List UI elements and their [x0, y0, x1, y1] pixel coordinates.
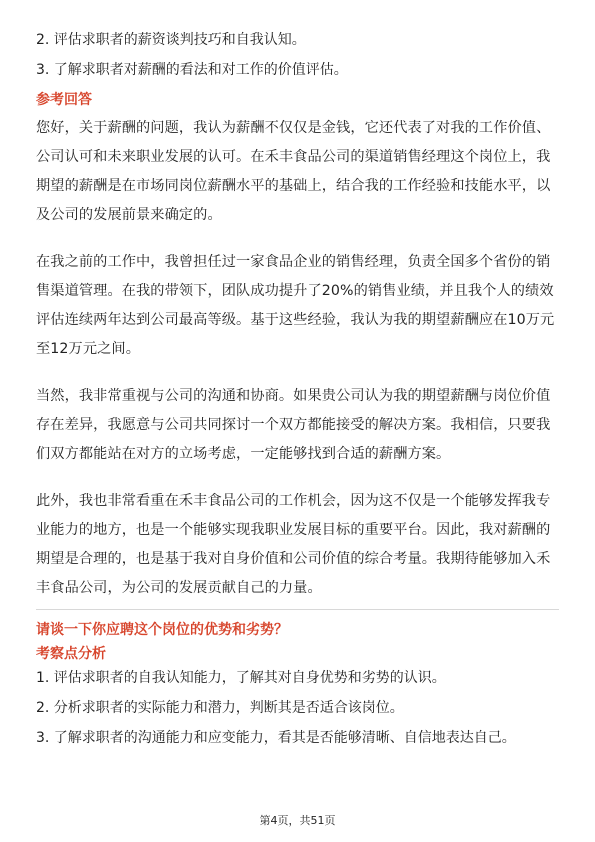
- list-item: 2. 评估求职者的薪资谈判技巧和自我认知。: [36, 32, 306, 48]
- paragraph-line: 公司认可和未来职业发展的认可。在禾丰食品公司的渠道销售经理这个岗位上，我: [36, 149, 551, 165]
- list-item: 3. 了解求职者的沟通能力和应变能力，看其是否能够清晰、自信地表达自己。: [36, 730, 516, 746]
- paragraph-line: 评估连续两年达到公司最高等级。基于这些经验，我认为我的期望薪酬应在10万元: [36, 312, 555, 328]
- paragraph-line: 期望是合理的，也是基于我对自身价值和公司价值的综合考量。我期待能够加入禾: [36, 551, 551, 567]
- paragraph-line: 此外，我也非常看重在禾丰食品公司的工作机会，因为这不仅是一个能够发挥我专: [36, 493, 551, 509]
- section-divider: [36, 609, 559, 610]
- paragraph-line: 业能力的地方，也是一个能够实现我职业发展目标的重要平台。因此，我对薪酬的: [36, 522, 551, 538]
- paragraph-line: 及公司的发展前景来确定的。: [36, 207, 222, 223]
- answer-paragraph-4: [36, 487, 559, 603]
- paragraph-line: 丰食品公司，为公司的发展贡献自己的力量。: [36, 580, 322, 596]
- paragraph-line: 至12万元之间。: [36, 341, 140, 357]
- paragraph-line: 在我之前的工作中，我曾担任过一家食品企业的销售经理，负责全国多个省份的销: [36, 254, 551, 270]
- page-footer: 第4页，共51页: [259, 814, 336, 827]
- paragraph-line: 存在差异，我愿意与公司共同探讨一个双方都能接受的解决方案。我相信，只要我: [36, 417, 551, 433]
- list-item: 2. 分析求职者的实际能力和潜力，判断其是否适合该岗位。: [36, 700, 404, 716]
- answer-paragraph-1: [36, 114, 559, 230]
- analysis-label: 考察点分析: [36, 646, 106, 662]
- question-heading: 请谈一下你应聘这个岗位的优势和劣势？: [36, 622, 288, 638]
- list-item: 1. 评估求职者的自我认知能力，了解其对自身优势和劣势的认识。: [36, 670, 446, 686]
- paragraph-line: 售渠道管理。在我的带领下，团队成功提升了20%的销售业绩，并且我个人的绩效: [36, 283, 554, 299]
- paragraph-line: 们双方都能站在对方的立场考虑，一定能够找到合适的薪酬方案。: [36, 446, 451, 462]
- paragraph-line: 期望的薪酬是在市场同岗位薪酬水平的基础上，结合我的工作经验和技能水平，以: [36, 178, 551, 194]
- answer-paragraph-2: [36, 248, 559, 364]
- list-item: 3. 了解求职者对薪酬的看法和对工作的价值评估。: [36, 62, 348, 78]
- paragraph-line: 您好，关于薪酬的问题，我认为薪酬不仅仅是金钱，它还代表了对我的工作价值、: [36, 120, 551, 136]
- answer-label: 参考回答: [36, 92, 92, 108]
- paragraph-line: 当然，我非常重视与公司的沟通和协商。如果贵公司认为我的期望薪酬与岗位价值: [36, 388, 551, 404]
- document-page: [36, 30, 559, 758]
- answer-paragraph-3: [36, 382, 559, 469]
